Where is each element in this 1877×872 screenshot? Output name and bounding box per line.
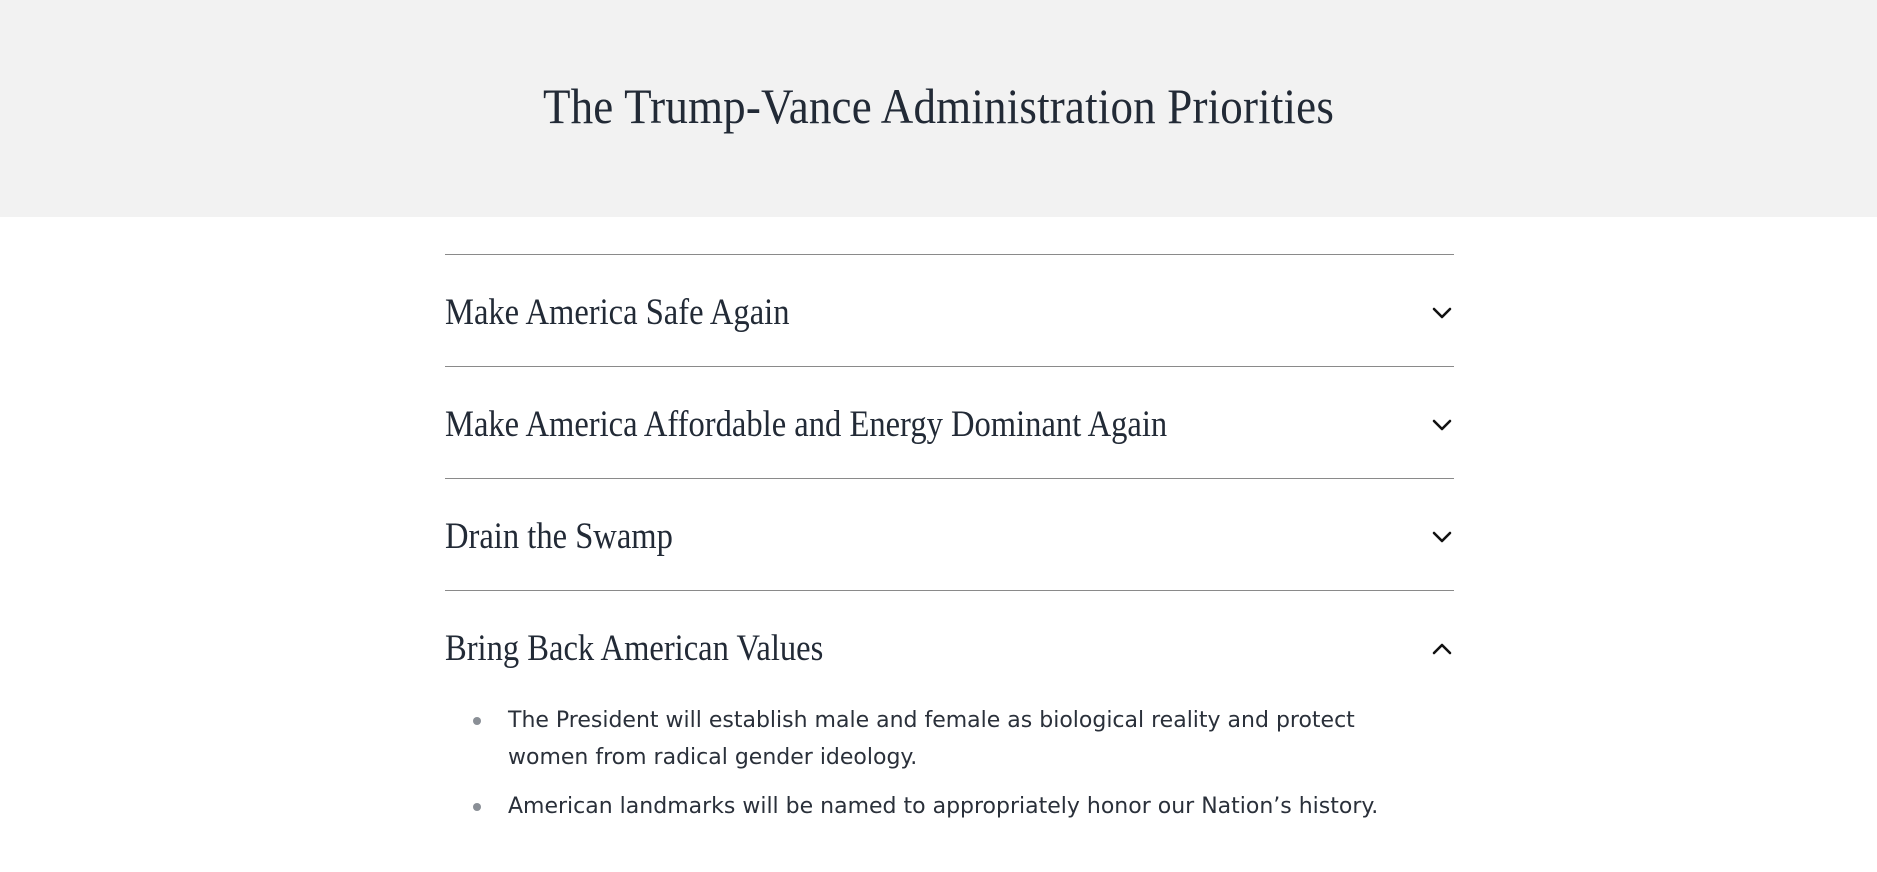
accordion-header-swamp[interactable] [445, 479, 1454, 590]
accordion-title: Make America Safe Again [445, 292, 790, 333]
bullet-dot [473, 717, 481, 725]
chevron-up-icon[interactable] [1430, 637, 1454, 661]
accordion-header-values[interactable] [445, 591, 1454, 702]
accordion-panel-values [445, 702, 1454, 847]
hero-banner [0, 0, 1877, 217]
accordion-item-safe [445, 254, 1454, 366]
bullet-dot [473, 803, 481, 811]
accordion-title: Make America Affordable and Energy Dominant Again [445, 404, 1168, 445]
chevron-down-icon[interactable] [1430, 413, 1454, 437]
list-item-text: American landmarks will be named to appropriately honor our Nation’s history. [508, 794, 1379, 819]
accordion-item-values [445, 590, 1454, 847]
chevron-down-icon[interactable] [1430, 301, 1454, 325]
page-title: The Trump-Vance Administration Priorities [542, 78, 1335, 134]
accordion-item-swamp [445, 478, 1454, 590]
list-item [508, 788, 1454, 825]
list-item [508, 702, 1454, 776]
chevron-down-icon[interactable] [1430, 525, 1454, 549]
list-item-text: The President will establish male and female as biological reality and protect women from radical gender ideology. [508, 708, 1355, 770]
accordion-title: Bring Back American Values [445, 628, 824, 669]
accordion-header-safe[interactable] [445, 255, 1454, 366]
accordion-header-affordable[interactable] [445, 367, 1454, 478]
bullet-list [445, 702, 1454, 825]
accordion-title: Drain the Swamp [445, 516, 673, 557]
accordion-item-affordable [445, 366, 1454, 478]
priorities-accordion [445, 254, 1454, 847]
